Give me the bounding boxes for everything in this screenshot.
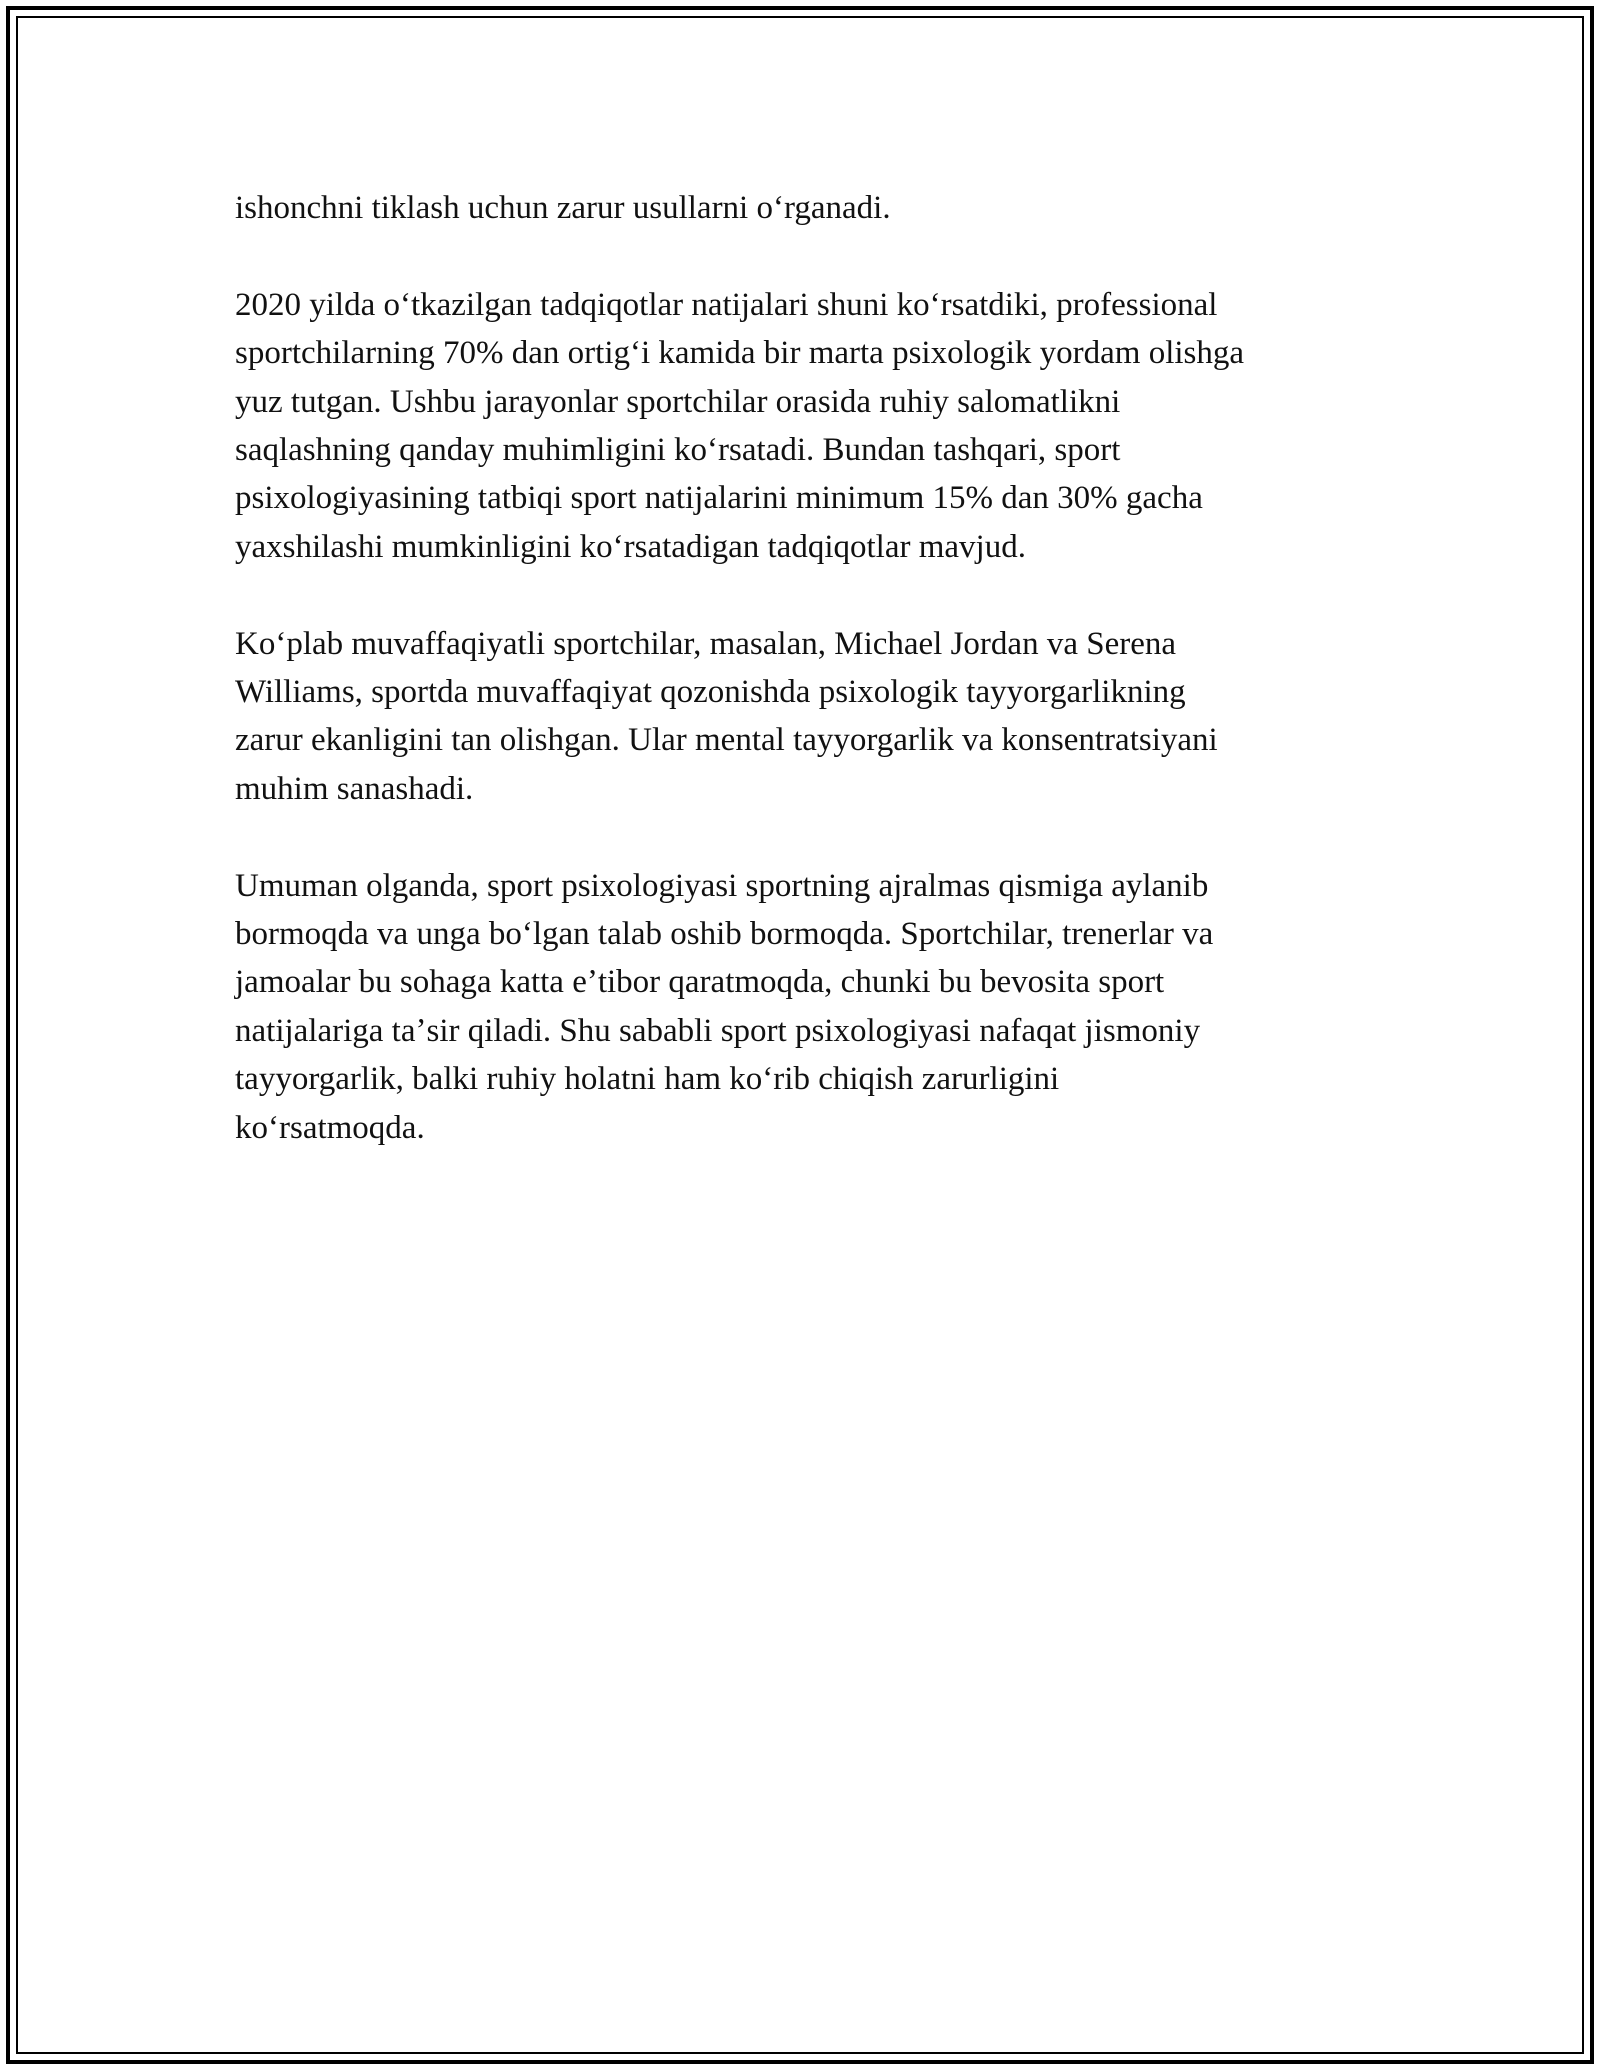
paragraph-3: Koʻplab muvaffaqiyatli sportchilar, masalan, Michael Jordan va Serena Williams, sportda muvaffaqiyat qozonishda psixologik tayyorgarlikning zarur ekanligini tan olishgan. Ular mental tayyorgarlik va konsentratsiyani muhim sanashadi.: [235, 625, 1218, 807]
paragraph-4: Umuman olganda, sport psixologiyasi sportning ajralmas qismiga aylanib bormoqda va unga boʻlgan talab oshib bormoqda. Sportchilar, trenerlar va jamoalar bu sohaga katta eʼtibor qaratmoqda, chunki bu bevosita sport natijalariga taʼsir qiladi. Shu sababli sport psixologiyasi nafaqat jismoniy tayyorgarlik, balki ruhiy holatni ham koʻrib chiqish zarurligini koʻrsatmoqda.: [235, 867, 1214, 1146]
document-body: [235, 184, 1375, 1200]
paragraph-1: ishonchni tiklash uchun zarur usullarni oʻrganadi.: [235, 190, 891, 226]
paragraph-2: 2020 yilda oʻtkazilgan tadqiqotlar natijalari shuni koʻrsatdiki, professional sportchilarning 70% dan ortigʻi kamida bir marta psixologik yordam olishga yuz tutgan. Ushbu jarayonlar sportchilar orasida ruhiy salomatlikni saqlashning qanday muhimligini koʻrsatadi. Bundan tashqari, sport psixologiyasining tatbiqi sport natijalarini minimum 15% dan 30% gacha yaxshilashi mumkinligini koʻrsatadigan tadqiqotlar mavjud.: [235, 286, 1245, 565]
